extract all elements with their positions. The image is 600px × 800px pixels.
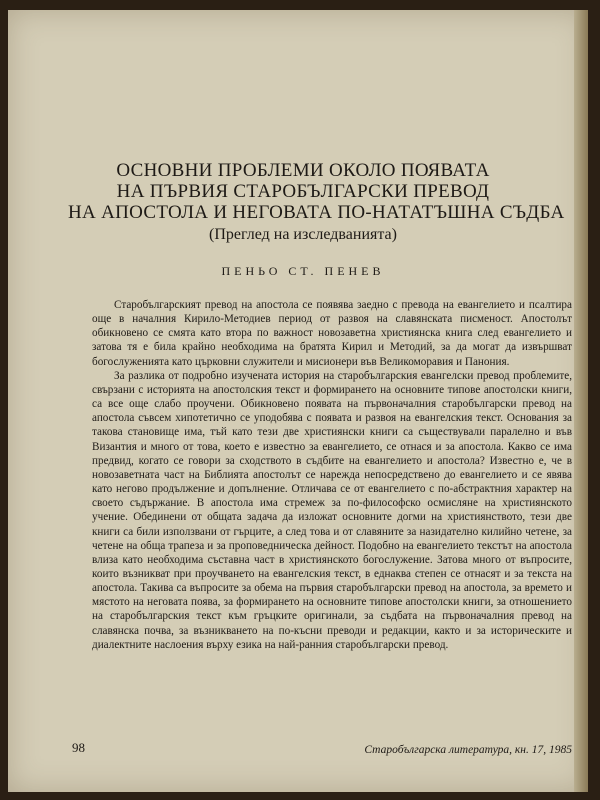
paragraph-2: За разлика от подробно изучената история на старобългарския евангелски превод проблемите, свързани с историята на апостолския текст и формирането на основните типове апостолски книги, са все още слабо проучени. Обикновено появата на първоначалния старобългарски превод на апостола съвсем хипотетично се уподобява с появата и развоя на евангелския текст. Основания за такова становище има, тъй като тези две християнски книги са съществували паралелно и във Византия и много от това, което е известно за евангелието, се отнася и за апостола. Какво се има предвид, когато се говори за сходството в съдбите на евангелието и апостола? Известно е, че в новозаветната част на Библията апостолът се нарежда непосредствено до евангелието и се явява като негово продължение и допълнение. Отличава се от евангелието с по-абстрактния характер на своето съдържание. В апостола има стремеж за по-философско осмисляне на християнското учение. Обединени от общата задача да изложат основните догми на християнството, тези две книги са били използвани от гърците, а след това и от славяните за назидателно килийно четене, за четене на обща трапеза и за проповедническа дейност. Подобно на евангелието текстът на апостола влиза като необходима съставна част в християнското богослужение. Затова много от въпросите, които възникват при проучването на евангелския текст, в еднаква степен се отнасят и за текста на апостола. Такива са въпросите за обема на първия старобългарски превод на апостола, за времето и мястото на неговата поява, за формирането на основните типове апостолски книги, за отношението на старобългарския текст към гръцките оригинали, за съдбата на първоначалния превод на славянска почва, за възникването на по-късни преводи и редакции, както и за историческите и диалектните наслоения върху езика на най-ранния старобългарски превод. [92, 369, 572, 651]
article-title-line-3: НА АПОСТОЛА И НЕГОВАТА ПО-НАТАТЪШНА СЪДБА [68, 202, 565, 223]
article-body [92, 298, 572, 652]
article-title-line-1: ОСНОВНИ ПРОБЛЕМИ ОКОЛО ПОЯВАТА [116, 160, 490, 181]
article-title-block [68, 160, 565, 244]
page-number: 98 [72, 740, 85, 755]
author-name: ПЕНЬО СТ. ПЕНЕВ [221, 264, 385, 278]
paragraph-1: Старобългарският превод на апостола се появява заедно с превода на евангелието и псалтира още в началния Кирило-Методиев период от развоя на славянската писменост. Апостолът обикновено се смята като втора по важност новозаветна християнска книга след евангелието и затова тя е била крайно необходима на братята Кирил и Методий, за да могат да извършват богослуженията като църковни служители и мисионери във Великоморавия и Панония. [92, 299, 572, 368]
journal-citation: Старобългарска литература, кн. 17, 1985 [364, 744, 572, 756]
article-title-line-2: НА ПЪРВИЯ СТАРОБЪЛГАРСКИ ПРЕВОД [116, 181, 490, 202]
page-edge-shadow [574, 10, 588, 792]
document-page [8, 10, 588, 792]
article-subtitle: (Преглед на изследванията) [209, 226, 397, 243]
